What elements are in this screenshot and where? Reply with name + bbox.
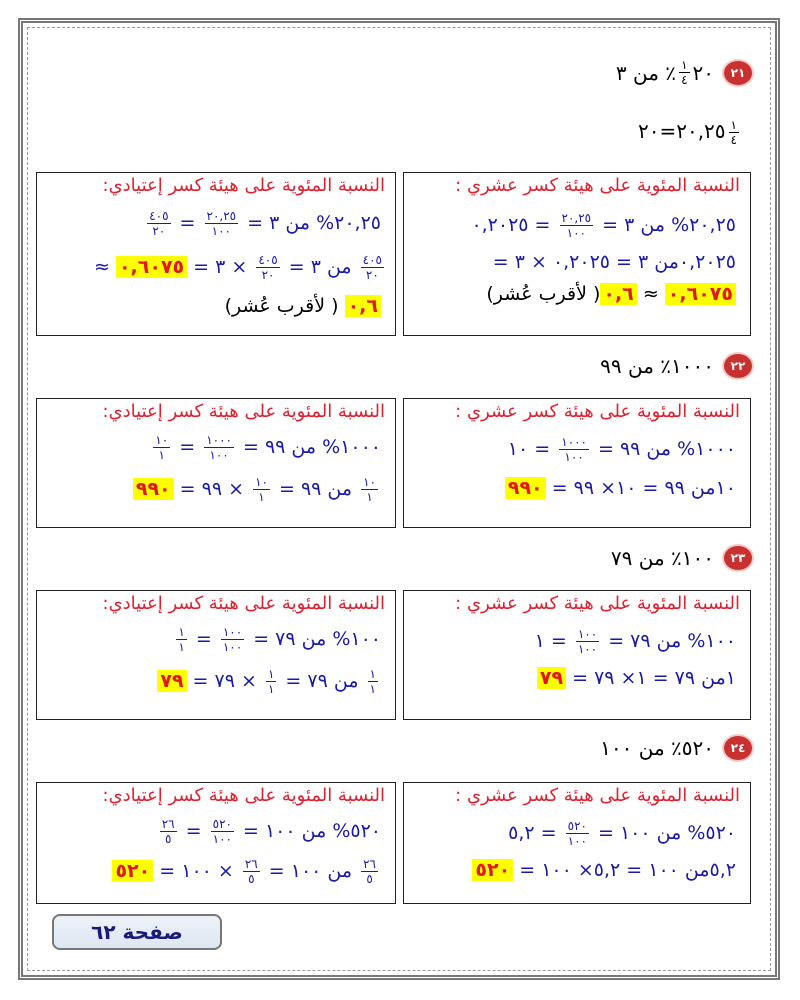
numerator: ٢٦ xyxy=(363,857,376,871)
card-title: النسبة المئوية على هيئة كسر إعتيادي: xyxy=(102,401,385,422)
fraction-method-card-22 xyxy=(36,398,396,528)
solution-line xyxy=(537,667,736,689)
numerator: ١٠ xyxy=(155,433,169,447)
numerator: ٥٢٠ xyxy=(212,817,232,831)
statement-text: ١٠٠٠٪ من ٩٩ xyxy=(600,354,714,378)
expr: ١٠٠% من ٧٩ = xyxy=(247,628,381,650)
expr: × ٧٩ = xyxy=(186,670,263,692)
fraction xyxy=(205,209,239,238)
expr: × ١٠٠ = xyxy=(153,860,240,882)
denominator: ٤ xyxy=(730,133,737,147)
denominator: ٥ xyxy=(164,832,172,846)
solution-line xyxy=(508,435,736,464)
card-title: النسبة المئوية على هيئة كسر عشري : xyxy=(455,593,740,614)
fraction xyxy=(566,819,589,848)
highlighted-answer: ٠,٦ xyxy=(600,283,636,305)
expr: ٥,٢من ١٠٠ = ٥,٢× ١٠٠ = xyxy=(513,859,736,881)
problem-number-badge: ٢١ xyxy=(724,61,752,85)
fraction xyxy=(266,667,276,696)
fraction xyxy=(153,433,170,462)
expr: ≈ xyxy=(642,283,659,305)
expr: ٢٠,٢٥% من ٣ = xyxy=(596,214,736,236)
highlighted-answer: ٥٢٠ xyxy=(112,860,153,882)
fraction xyxy=(361,857,378,886)
fraction xyxy=(204,433,234,462)
highlighted-answer: ٧٩ xyxy=(157,670,186,692)
solution-line xyxy=(94,253,387,282)
solution-line: ١٠٠% من ٧٩ = $\frac{١٠٠}{١٠٠}$ = $\frac{١}{١}$ xyxy=(178,625,381,654)
card-title: النسبة المئوية على هيئة كسر عشري : xyxy=(455,175,740,196)
fraction xyxy=(253,475,270,504)
expr: ١٠٠٠% من ٩٩ = xyxy=(236,436,381,458)
denominator: ١ xyxy=(158,448,165,462)
numerator: ١٠٠٠ xyxy=(561,435,587,449)
expr: ≈ xyxy=(93,256,116,278)
problem-21-statement xyxy=(616,58,752,87)
problem-number-badge: ٢٣ xyxy=(724,546,752,570)
numerator: ٢٠,٢٥ xyxy=(561,211,592,225)
expr: من ١٠٠ = xyxy=(262,860,359,882)
fraction-method-card-24 xyxy=(36,782,396,904)
denominator: ١ xyxy=(178,640,185,654)
problem-22-statement xyxy=(600,354,752,378)
numerator: ١٠٠ xyxy=(577,627,598,641)
expr: من ٧٩ = xyxy=(279,670,365,692)
problem-23-statement xyxy=(611,546,752,570)
expr: ٥٢٠% من ١٠٠ = xyxy=(236,820,381,842)
numerator: ٢٦ xyxy=(244,857,258,871)
expr: ٥٢٠% من ١٠٠ = xyxy=(591,822,736,844)
expr: = ١٠ xyxy=(507,438,557,460)
expr: × ٣ = xyxy=(187,256,254,278)
solution-line xyxy=(157,667,381,696)
expr: = ١ xyxy=(534,630,573,652)
solution-line: ٢٠,٢٥% من ٣ = $\frac{٢٠,٢٥}{١٠٠}$ = $\frac{٤٠٥}{٢٠}$ xyxy=(149,209,381,238)
denominator: ١٠٠ xyxy=(577,642,598,656)
statement-text: ١٠٠٪ من ٧٩ xyxy=(610,546,714,570)
decimal-method-card-23 xyxy=(403,590,751,720)
solution-line xyxy=(535,627,736,656)
mixed-fraction xyxy=(729,118,739,147)
denominator: ١ xyxy=(267,682,275,696)
page-number-label: صفحة ٦٢ xyxy=(52,914,222,950)
denominator: ٤ xyxy=(681,73,688,87)
fraction xyxy=(221,625,244,654)
denominator: ٢٠ xyxy=(365,268,379,282)
numerator: ١ xyxy=(267,667,275,681)
rounding-note: ( لأقرب عُشر) xyxy=(486,283,601,305)
decimal-method-card-21 xyxy=(403,172,751,336)
fraction xyxy=(560,211,594,240)
numerator: ١ xyxy=(681,58,688,72)
expr: من ٩٩ = xyxy=(272,478,359,500)
denominator: ١٠٠ xyxy=(566,226,586,240)
mixed-fraction xyxy=(679,58,689,87)
numerator: ١٠٠ xyxy=(222,625,243,639)
highlighted-answer: ٠,٦ xyxy=(345,295,381,317)
numerator: ٤٠٥ xyxy=(362,253,382,267)
expr: ١٠من ٩٩ = ١٠× ٩٩ = xyxy=(545,477,736,499)
highlighted-answer: ٠,٦٠٧٥ xyxy=(665,283,736,305)
fraction xyxy=(361,475,378,504)
denominator: ١٠٠ xyxy=(564,450,584,464)
denominator: ٢٠ xyxy=(261,268,275,282)
fraction xyxy=(368,667,378,696)
fraction xyxy=(361,253,384,282)
solution-line xyxy=(471,211,736,240)
denominator: ١٠٠ xyxy=(212,832,232,846)
expr: = ٥,٢ xyxy=(508,822,563,844)
solution-line xyxy=(225,295,381,317)
highlighted-answer: ٩٩٠ xyxy=(133,478,174,500)
expr: ٢٠,٢٥% من ٣ = xyxy=(241,212,381,234)
decimal-method-card-24 xyxy=(403,782,751,904)
expr: × ٩٩ = xyxy=(173,478,251,500)
highlighted-answer: ٠,٦٠٧٥ xyxy=(116,256,187,278)
numerator: ١٠ xyxy=(255,475,268,489)
card-title: النسبة المئوية على هيئة كسر إعتيادي: xyxy=(102,175,385,196)
decimal-method-card-22 xyxy=(403,398,751,528)
card-title: النسبة المئوية على هيئة كسر عشري : xyxy=(455,401,740,422)
expr: ١٠٠٠% من ٩٩ = xyxy=(591,438,736,460)
fraction xyxy=(160,817,177,846)
solution-line: ٠,٢٠٢٥من ٣ = ٠,٢٠٢٥ × ٣ = xyxy=(492,251,736,273)
numerator: ١٠٠٠ xyxy=(206,433,232,447)
fraction-method-card-21 xyxy=(36,172,396,336)
denominator: ١ xyxy=(369,682,376,696)
statement-part: ٢٠ xyxy=(692,60,714,85)
solution-line xyxy=(133,475,381,504)
numerator: ٤٠٥ xyxy=(149,209,169,223)
problem-number-badge: ٢٢ xyxy=(724,354,752,378)
fraction xyxy=(147,209,170,238)
numerator: ٢٦ xyxy=(161,817,175,831)
denominator: ١٠٠ xyxy=(211,224,231,238)
expr: = ٠,٢٠٢٥ xyxy=(471,214,557,236)
numerator: ١٠ xyxy=(363,475,376,489)
solution-line xyxy=(505,477,736,499)
fraction xyxy=(176,625,186,654)
denominator: ٢٠ xyxy=(152,224,166,238)
highlighted-answer: ٩٩٠ xyxy=(505,477,546,499)
card-title: النسبة المئوية على هيئة كسر إعتيادي: xyxy=(102,593,385,614)
fraction-method-card-23 xyxy=(36,590,396,720)
expr: ١٠٠% من ٧٩ = xyxy=(602,630,736,652)
conversion-text: ٢٠,٢٥=٢٠ xyxy=(637,119,726,143)
solution-line xyxy=(472,859,736,881)
denominator: ١٠٠ xyxy=(567,834,587,848)
expr: من ٣ = xyxy=(282,256,358,278)
denominator: ١٠٠ xyxy=(222,640,243,654)
numerator: ١ xyxy=(178,625,185,639)
fraction xyxy=(243,857,260,886)
solution-line: ٥٢٠% من ١٠٠ = $\frac{٥٢٠}{١٠٠}$ = $\frac{٢٦}{٥}$ xyxy=(161,817,381,846)
solution-line xyxy=(508,819,736,848)
numerator: ٤٠٥ xyxy=(258,253,278,267)
rounding-note: ( لأقرب عُشر) xyxy=(224,295,345,317)
solution-line xyxy=(112,857,381,886)
denominator: ١ xyxy=(258,490,265,504)
fraction xyxy=(211,817,234,846)
highlighted-answer: ٧٩ xyxy=(537,667,566,689)
card-title: النسبة المئوية على هيئة كسر إعتيادي: xyxy=(102,785,385,806)
solution-line: ١٠٠٠% من ٩٩ = $\frac{١٠٠٠}{١٠٠}$ = $\frac{١٠}{١}$ xyxy=(155,433,381,462)
fraction xyxy=(559,435,589,464)
card-title: النسبة المئوية على هيئة كسر عشري : xyxy=(455,785,740,806)
denominator: ١ xyxy=(366,490,373,504)
numerator: ٢٠,٢٥ xyxy=(206,209,237,223)
numerator: ٥٢٠ xyxy=(567,819,587,833)
statement-part: ٪ من ٣ xyxy=(615,60,677,85)
expr: ١من ٧٩ = ١× ٧٩ = xyxy=(566,667,736,689)
problem-number-badge: ٢٤ xyxy=(724,736,752,760)
numerator: ١ xyxy=(730,118,737,132)
fraction xyxy=(256,253,279,282)
mixed-number-conversion xyxy=(638,118,742,147)
solution-line xyxy=(486,283,736,305)
denominator: ٥ xyxy=(248,872,255,886)
highlighted-answer: ٥٢٠ xyxy=(472,859,513,881)
denominator: ١٠٠ xyxy=(209,448,229,462)
numerator: ١ xyxy=(369,667,376,681)
statement-text: ٥٢٠٪ من ١٠٠ xyxy=(600,736,714,760)
denominator: ٥ xyxy=(366,872,373,886)
fraction xyxy=(576,627,599,656)
problem-24-statement xyxy=(600,736,752,760)
